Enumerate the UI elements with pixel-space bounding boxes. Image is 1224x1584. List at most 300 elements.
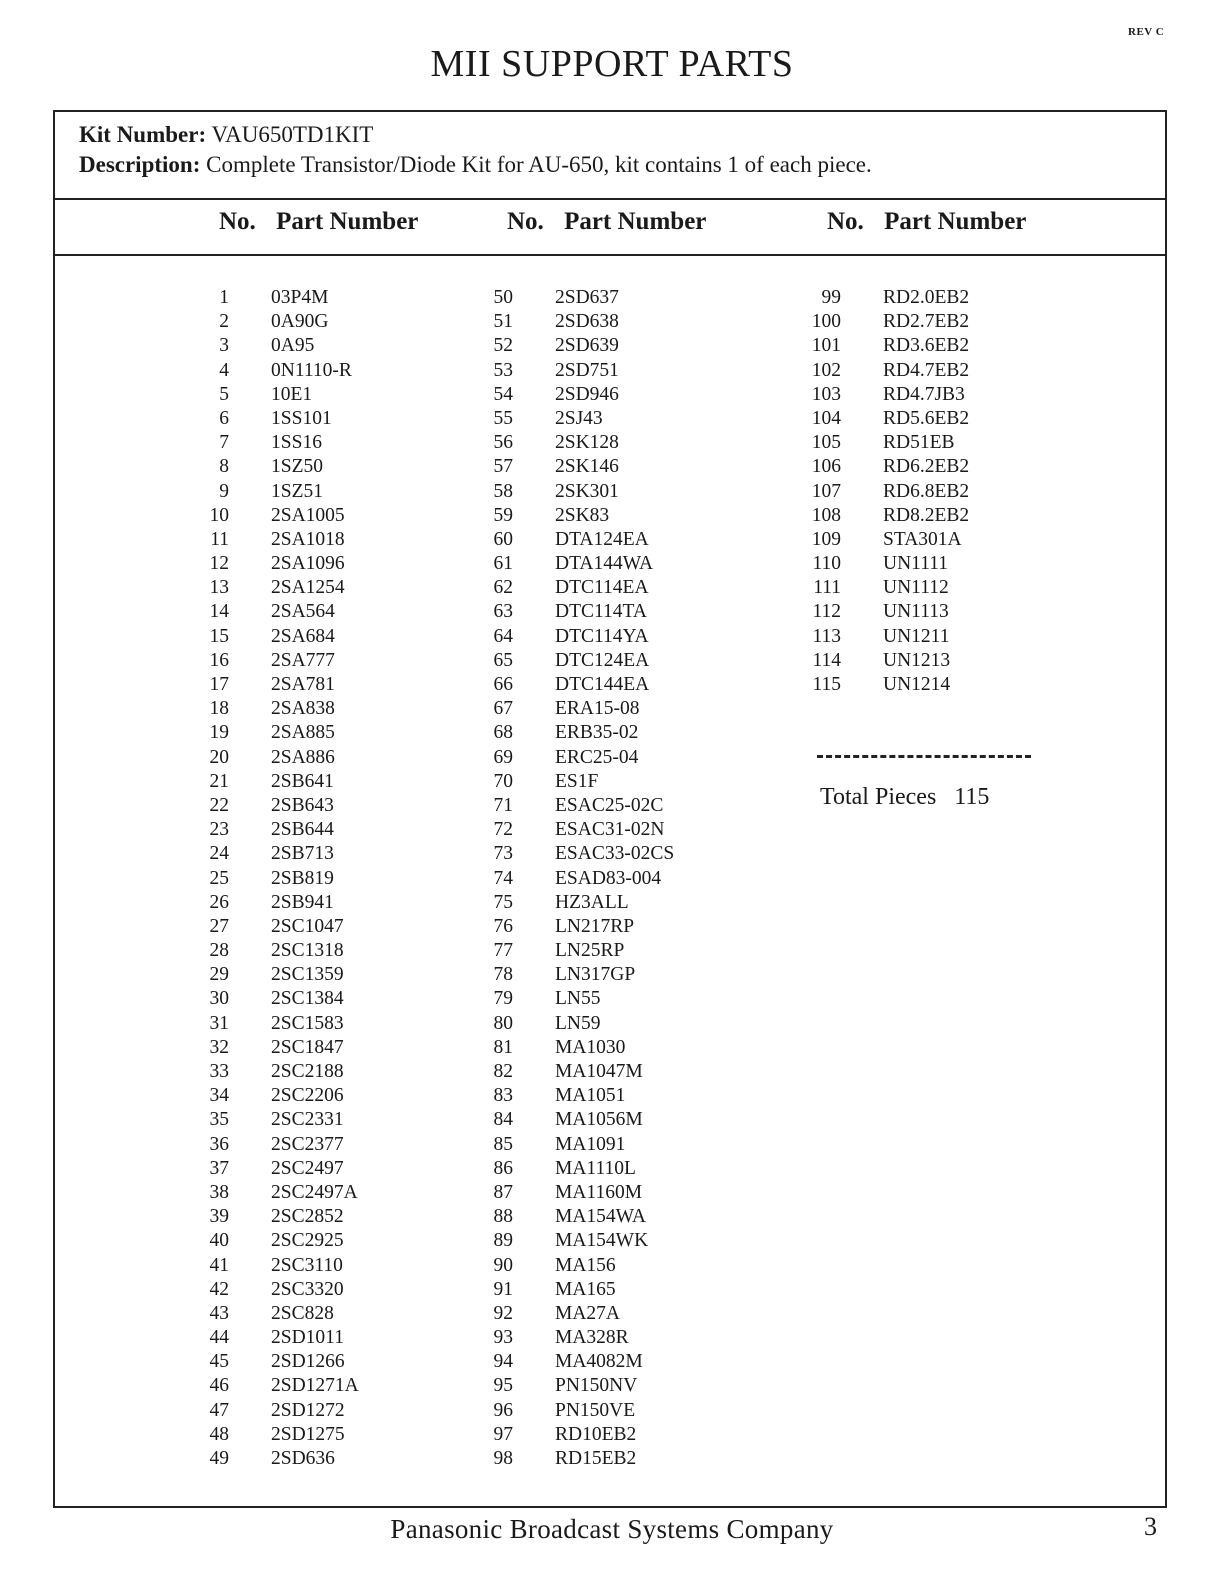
part-row	[195, 455, 359, 479]
part-number: MA1110L	[555, 1157, 636, 1179]
part-number: 2SC1583	[271, 1012, 344, 1034]
part-number: 2SB644	[271, 819, 334, 841]
part-number: 2SA781	[271, 674, 335, 695]
part-number: ESAC33-02CS	[555, 843, 675, 865]
part-no: 16	[209, 649, 229, 671]
part-number: MA1051	[555, 1085, 626, 1107]
part-number: STA301A	[883, 528, 962, 550]
part-number: 2SB641	[271, 770, 334, 792]
part-row	[479, 770, 674, 794]
kit-info	[79, 120, 872, 180]
part-number: 0A95	[271, 335, 315, 357]
part-row	[479, 1157, 674, 1181]
part-no: 92	[493, 1302, 513, 1324]
part-row	[479, 407, 674, 431]
part-row	[195, 963, 359, 987]
part-row	[195, 649, 359, 673]
column-header-2	[507, 208, 706, 236]
part-number: 2SA1005	[271, 504, 345, 526]
part-number: 2SA1254	[271, 577, 345, 599]
part-number: 2SB643	[271, 794, 334, 816]
part-no: 34	[209, 1085, 229, 1107]
part-no: 48	[209, 1423, 229, 1445]
part-no: 99	[821, 287, 841, 308]
part-number: ERA15-08	[555, 698, 640, 720]
part-number: 2SC1047	[271, 915, 344, 937]
part-number: UN1111	[883, 553, 948, 575]
part-row	[479, 1108, 674, 1132]
part-number: 2SD1266	[271, 1351, 345, 1373]
part-number: DTC144EA	[555, 674, 650, 695]
part-no: 32	[209, 1036, 229, 1058]
part-no: 57	[493, 456, 513, 478]
part-row	[195, 987, 359, 1011]
part-row	[195, 286, 359, 310]
part-no: 24	[209, 843, 229, 865]
part-no: 104	[811, 407, 841, 429]
part-row	[195, 1447, 359, 1471]
part-number: 2SK128	[555, 432, 619, 454]
part-row	[479, 504, 674, 528]
part-no: 45	[209, 1351, 229, 1373]
part-no: 83	[493, 1085, 513, 1107]
part-no: 111	[813, 577, 841, 599]
part-row	[479, 1060, 674, 1084]
part-number: LN25RP	[555, 940, 625, 962]
part-no: 70	[493, 770, 513, 792]
part-row	[479, 987, 674, 1011]
part-number: 2SC2852	[271, 1206, 344, 1228]
part-no: 77	[493, 940, 513, 962]
part-row	[807, 600, 969, 624]
part-row	[479, 359, 674, 383]
part-row	[195, 407, 359, 431]
part-row	[195, 431, 359, 455]
part-number: 2SD636	[271, 1448, 335, 1469]
part-row	[479, 891, 674, 915]
part-row	[479, 1423, 674, 1447]
part-number: MA328R	[555, 1327, 629, 1349]
part-row	[195, 1326, 359, 1350]
part-number: MA1091	[555, 1133, 626, 1155]
part-no: 73	[493, 843, 513, 865]
part-row	[479, 649, 674, 673]
part-no: 76	[493, 915, 513, 937]
part-number: 1SS101	[271, 407, 332, 429]
part-number: 2SC1847	[271, 1036, 344, 1058]
part-row	[479, 746, 674, 770]
part-no: 14	[209, 601, 229, 623]
part-number: DTA124EA	[555, 528, 649, 550]
part-row	[195, 334, 359, 358]
part-no: 107	[811, 480, 841, 502]
header-bottom-rule	[55, 254, 1165, 256]
part-row	[479, 1278, 674, 1302]
part-number: 2SC2925	[271, 1230, 344, 1252]
part-number: MA27A	[555, 1302, 621, 1324]
part-number: 1SZ51	[271, 480, 324, 502]
part-number: 2SA1018	[271, 528, 345, 550]
part-no: 103	[811, 383, 841, 405]
part-number: MA154WK	[555, 1230, 649, 1252]
part-no: 93	[493, 1327, 513, 1349]
part-row	[479, 455, 674, 479]
part-row	[479, 1326, 674, 1350]
part-number: 2SB941	[271, 891, 334, 913]
part-number: RD4.7JB3	[883, 383, 965, 405]
part-number: 10E1	[271, 383, 313, 405]
part-number: UN1113	[883, 601, 949, 623]
part-no: 98	[493, 1448, 513, 1469]
page-title: MII SUPPORT PARTS	[430, 43, 794, 85]
part-no: 63	[493, 601, 513, 623]
part-no: 2	[219, 311, 229, 333]
part-no: 72	[493, 819, 513, 841]
part-no: 67	[493, 698, 513, 720]
part-number: ES1F	[555, 770, 599, 792]
part-no: 101	[811, 335, 841, 357]
part-no: 15	[209, 625, 229, 647]
part-row	[479, 1399, 674, 1423]
part-row	[479, 1374, 674, 1398]
part-number: RD3.6EB2	[883, 335, 970, 357]
header-part-number: Part Number	[884, 208, 1027, 235]
part-row	[195, 794, 359, 818]
part-number: 2SA838	[271, 698, 335, 720]
part-no: 22	[209, 794, 229, 816]
part-number: 2SC2206	[271, 1085, 344, 1107]
part-no: 43	[209, 1302, 229, 1324]
part-no: 53	[493, 359, 513, 381]
part-row	[479, 915, 674, 939]
column-header-3	[827, 208, 1026, 236]
part-row	[807, 310, 969, 334]
part-no: 97	[493, 1423, 513, 1445]
part-no: 85	[493, 1133, 513, 1155]
part-no: 60	[493, 528, 513, 550]
part-no: 106	[811, 456, 841, 478]
kit-number-line	[79, 120, 872, 150]
description-line	[79, 150, 872, 180]
part-number: 2SD751	[555, 359, 619, 381]
part-number: 2SD1271A	[271, 1375, 359, 1397]
part-number: UN1211	[883, 625, 950, 647]
part-no: 95	[493, 1375, 513, 1397]
part-row	[479, 721, 674, 745]
part-no: 109	[811, 528, 841, 550]
part-no: 7	[219, 432, 229, 454]
part-no: 90	[493, 1254, 513, 1276]
part-row	[195, 383, 359, 407]
part-row	[479, 1302, 674, 1326]
part-number: RD51EB	[883, 432, 955, 454]
part-number: 0N1110-R	[271, 359, 352, 381]
part-row	[807, 625, 969, 649]
part-number: 2SD946	[555, 383, 619, 405]
part-row	[479, 431, 674, 455]
part-no: 69	[493, 746, 513, 768]
part-no: 51	[493, 311, 513, 333]
part-no: 19	[209, 722, 229, 744]
part-row	[479, 286, 674, 310]
part-no: 13	[209, 577, 229, 599]
part-number: RD6.8EB2	[883, 480, 970, 502]
header-no: No.	[507, 208, 544, 235]
part-number: HZ3ALL	[555, 891, 629, 913]
part-no: 1	[219, 287, 229, 308]
part-row	[195, 1399, 359, 1423]
part-row	[807, 431, 969, 455]
part-row	[479, 1254, 674, 1278]
total-value: 115	[954, 784, 990, 810]
part-no: 110	[812, 553, 841, 575]
part-no: 3	[219, 335, 229, 357]
part-number: 2SC2188	[271, 1061, 344, 1082]
part-number: RD2.7EB2	[883, 311, 970, 333]
part-number: RD2.0EB2	[883, 287, 970, 308]
description-value: Complete Transistor/Diode Kit for AU-650, kit contains 1 of each piece.	[206, 152, 872, 177]
description-label: Description:	[79, 152, 201, 177]
part-row	[195, 770, 359, 794]
part-no: 68	[493, 722, 513, 744]
part-no: 4	[219, 359, 229, 381]
part-row	[195, 1012, 359, 1036]
part-no: 86	[493, 1157, 513, 1179]
part-row	[195, 818, 359, 842]
part-number: DTC124EA	[555, 649, 650, 671]
part-no: 84	[493, 1109, 513, 1131]
part-no: 8	[219, 456, 229, 478]
part-row	[479, 842, 674, 866]
part-no: 23	[209, 819, 229, 841]
part-row	[195, 1036, 359, 1060]
part-row	[195, 915, 359, 939]
part-no: 30	[209, 988, 229, 1010]
part-no: 37	[209, 1157, 229, 1179]
part-no: 87	[493, 1181, 513, 1203]
part-number: LN59	[555, 1012, 601, 1034]
part-no: 96	[493, 1399, 513, 1421]
part-row	[195, 1302, 359, 1326]
part-number: 2SA564	[271, 601, 335, 623]
part-number: MA1047M	[555, 1061, 643, 1082]
part-row	[479, 1229, 674, 1253]
part-row	[807, 286, 969, 310]
part-number: UN1213	[883, 649, 951, 671]
kit-number-label: Kit Number:	[79, 122, 207, 147]
part-no: 79	[493, 988, 513, 1010]
part-row	[479, 600, 674, 624]
part-no: 65	[493, 649, 513, 671]
part-row	[195, 552, 359, 576]
part-number: ESAD83-004	[555, 867, 662, 889]
part-no: 102	[811, 359, 841, 381]
part-row	[479, 1133, 674, 1157]
part-number: 2SD638	[555, 311, 619, 333]
part-no: 94	[493, 1351, 513, 1373]
part-row	[195, 1278, 359, 1302]
part-no: 38	[209, 1181, 229, 1203]
part-number: 2SD637	[555, 287, 619, 308]
part-no: 17	[209, 674, 229, 695]
part-row	[479, 1205, 674, 1229]
part-number: RD8.2EB2	[883, 504, 970, 526]
part-no: 100	[811, 311, 841, 333]
part-no: 26	[209, 891, 229, 913]
part-number: 2SC2331	[271, 1109, 344, 1131]
part-number: 2SC1384	[271, 988, 344, 1010]
part-number: 03P4M	[271, 287, 329, 308]
part-number: MA165	[555, 1278, 616, 1300]
part-no: 88	[493, 1206, 513, 1228]
part-number: 1SZ50	[271, 456, 324, 478]
part-no: 81	[493, 1036, 513, 1058]
part-no: 10	[209, 504, 229, 526]
part-number: 2SB819	[271, 867, 334, 889]
part-row	[479, 1036, 674, 1060]
part-row	[479, 334, 674, 358]
header-top-rule	[55, 198, 1165, 200]
part-row	[479, 528, 674, 552]
part-row	[807, 334, 969, 358]
part-no: 89	[493, 1230, 513, 1252]
part-number: MA1056M	[555, 1109, 643, 1131]
part-row	[807, 407, 969, 431]
part-row	[195, 1205, 359, 1229]
part-no: 44	[209, 1327, 229, 1349]
part-row	[195, 939, 359, 963]
part-number: LN55	[555, 988, 601, 1010]
part-row	[807, 455, 969, 479]
part-row	[807, 504, 969, 528]
part-row	[479, 1084, 674, 1108]
part-row	[195, 359, 359, 383]
part-row	[479, 867, 674, 891]
part-row	[195, 1423, 359, 1447]
part-row	[195, 600, 359, 624]
part-no: 58	[493, 480, 513, 502]
part-no: 62	[493, 577, 513, 599]
part-number: UN1214	[883, 674, 951, 695]
part-row	[195, 697, 359, 721]
part-no: 29	[209, 964, 229, 986]
part-row	[195, 1254, 359, 1278]
part-row	[195, 721, 359, 745]
part-row	[195, 1229, 359, 1253]
part-no: 74	[493, 867, 513, 889]
part-no: 108	[811, 504, 841, 526]
part-number: 2SA885	[271, 722, 335, 744]
part-number: MA1160M	[555, 1181, 643, 1203]
part-no: 78	[493, 964, 513, 986]
part-row	[195, 480, 359, 504]
part-no: 11	[210, 528, 229, 550]
part-no: 27	[209, 915, 229, 937]
page-number: 3	[1144, 1512, 1157, 1541]
header-part-number: Part Number	[276, 208, 419, 235]
part-row	[479, 625, 674, 649]
part-row	[807, 359, 969, 383]
part-row	[195, 1374, 359, 1398]
total-separator	[817, 755, 1031, 758]
part-row	[479, 1447, 674, 1471]
part-no: 31	[209, 1012, 229, 1034]
part-number: RD15EB2	[555, 1448, 637, 1469]
part-number: 1SS16	[271, 432, 322, 454]
total-label: Total Pieces	[820, 784, 937, 810]
part-number: 0A90G	[271, 311, 329, 333]
parts-column-3	[807, 286, 969, 697]
part-no: 5	[219, 383, 229, 405]
part-number: MA156	[555, 1254, 616, 1276]
part-row	[195, 1084, 359, 1108]
part-no: 25	[209, 867, 229, 889]
part-no: 91	[493, 1278, 513, 1300]
part-number: 2SA1096	[271, 553, 345, 575]
part-number: RD4.7EB2	[883, 359, 970, 381]
part-row	[195, 576, 359, 600]
total-pieces	[820, 784, 989, 811]
part-row	[807, 528, 969, 552]
parts-table-frame	[53, 110, 1167, 1508]
part-number: ESAC25-02C	[555, 794, 664, 816]
part-no: 82	[493, 1061, 513, 1082]
part-number: DTC114TA	[555, 601, 647, 623]
part-number: MA154WA	[555, 1206, 646, 1228]
part-no: 54	[493, 383, 513, 405]
part-number: ESAC31-02N	[555, 819, 665, 841]
part-number: DTC114YA	[555, 625, 649, 647]
part-no: 64	[493, 625, 513, 647]
part-number: 2SD1011	[271, 1327, 344, 1349]
part-row	[195, 1181, 359, 1205]
part-no: 9	[219, 480, 229, 502]
part-no: 80	[493, 1012, 513, 1034]
part-number: LN217RP	[555, 915, 635, 937]
part-number: 2SD1275	[271, 1423, 345, 1445]
revision-mark: REV C	[1128, 26, 1165, 38]
part-row	[195, 310, 359, 334]
part-number: LN317GP	[555, 964, 636, 986]
part-row	[479, 552, 674, 576]
part-number: ERC25-04	[555, 746, 639, 768]
part-number: RD5.6EB2	[883, 407, 970, 429]
part-no: 105	[811, 432, 841, 454]
part-row	[479, 794, 674, 818]
part-number: RD6.2EB2	[883, 456, 970, 478]
part-row	[807, 552, 969, 576]
part-row	[195, 1350, 359, 1374]
part-no: 66	[493, 674, 513, 695]
part-no: 115	[812, 674, 841, 695]
header-part-number: Part Number	[564, 208, 707, 235]
part-no: 46	[209, 1375, 229, 1397]
part-no: 36	[209, 1133, 229, 1155]
part-no: 71	[493, 794, 513, 816]
part-number: MA4082M	[555, 1351, 643, 1373]
part-number: 2SA886	[271, 746, 335, 768]
part-number: 2SK83	[555, 504, 610, 526]
part-number: UN1112	[883, 577, 949, 599]
part-number: 2SB713	[271, 843, 334, 865]
part-row	[479, 383, 674, 407]
part-row	[195, 867, 359, 891]
part-number: 2SC2377	[271, 1133, 344, 1155]
part-no: 56	[493, 432, 513, 454]
part-row	[479, 697, 674, 721]
part-no: 6	[219, 407, 229, 429]
part-row	[195, 1133, 359, 1157]
